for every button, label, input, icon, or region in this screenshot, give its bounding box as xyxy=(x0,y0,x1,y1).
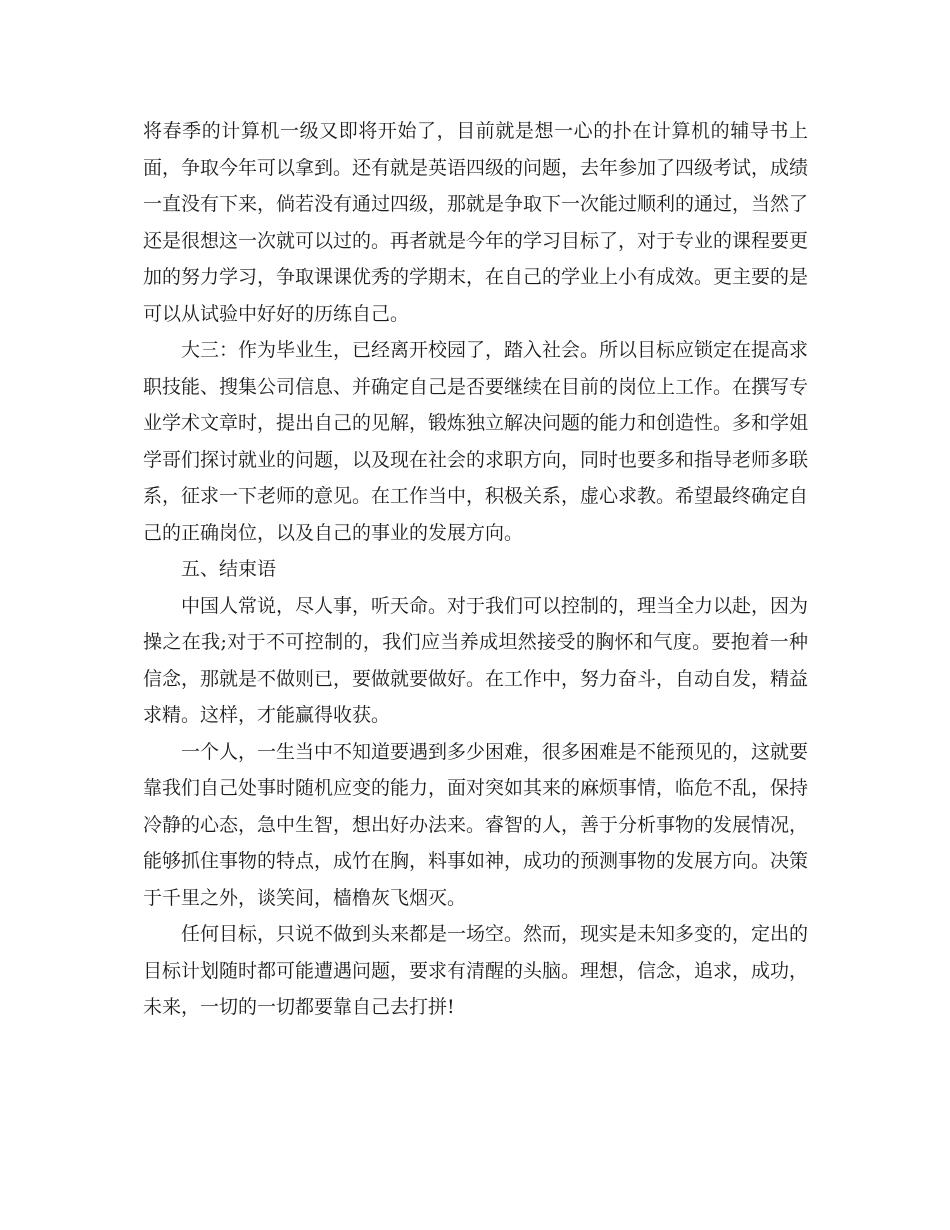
section-heading-conclusion: 五、结束语 xyxy=(181,558,277,580)
paragraph-conclusion-2: 一个人，一生当中不知道要遇到多少困难，很多困难是不能预见的，这就要靠我们自己处事时随机应变的能力，面对突如其来的麻烦事情，临危不乱，保持冷静的心态，急中生智，想出好办法来。睿智的人，善于分析事物的发展情况，能够抓住事物的特点，成竹在胸，料事如神，成功的预测事物的发展方向。决策于千里之外，谈笑间，樯橹灰飞烟灭。 xyxy=(143,740,809,909)
paragraph-conclusion-1: 中国人常说，尽人事，听天命。对于我们可以控制的，理当全力以赴，因为操之在我;对于不可控制的，我们应当养成坦然接受的胸怀和气度。要抱着一种信念，那就是不做则已，要做就要做好。在工作中，努力奋斗，自动自发，精益求精。这样，才能赢得收获。 xyxy=(143,594,809,726)
paragraph-conclusion-3: 任何目标，只说不做到头来都是一场空。然而，现实是未知多变的，定出的目标计划随时都可能遭遇问题，要求有清醒的头脑。理想，信念，追求，成功，未来，一切的一切都要靠自己去打拼! xyxy=(143,923,809,1018)
document-body xyxy=(143,113,808,1026)
paragraph-junior-year: 大三：作为毕业生，已经离开校园了，踏入社会。所以目标应锁定在提高求职技能、搜集公司信息、并确定自己是否要继续在目前的岗位上工作。在撰写专业学术文章时，提出自己的见解，锻炼独立解决问题的能力和创造性。多和学姐学哥们探讨就业的问题，以及现在社会的求职方向，同时也要多和指导老师多联系，征求一下老师的意见。在工作当中，积极关系，虚心求教。希望最终确定自己的正确岗位，以及自己的事业的发展方向。 xyxy=(143,339,809,544)
paragraph-study-plan-continued: 将春季的计算机一级又即将开始了，目前就是想一心的扑在计算机的辅导书上面，争取今年可以拿到。还有就是英语四级的问题，去年参加了四级考试，成绩一直没有下来，倘若没有通过四级，那就是争取下一次能过顺利的通过，当然了还是很想这一次就可以过的。再者就是今年的学习目标了，对于专业的课程要更加的努力学习，争取课课优秀的学期末，在自己的学业上小有成效。更主要的是可以从试验中好好的历练自己。 xyxy=(143,120,809,325)
